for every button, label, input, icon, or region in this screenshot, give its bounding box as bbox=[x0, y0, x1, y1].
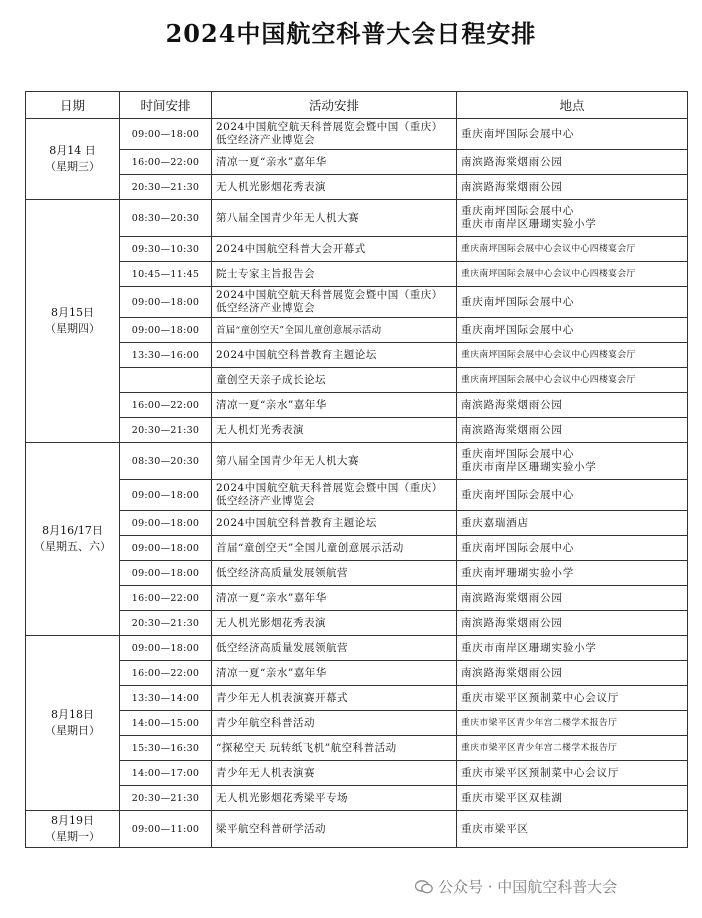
weekday-text: （星期五、六） bbox=[34, 540, 111, 553]
time-cell bbox=[120, 368, 212, 393]
activity-cell: 清凉一夏“亲水”嘉年华 bbox=[212, 150, 457, 175]
location-cell: 南滨路海棠烟雨公园 bbox=[457, 611, 688, 636]
location-cell: 南滨路海棠烟雨公园 bbox=[457, 150, 688, 175]
activity-cell: “探秘空天 玩转纸飞机”航空科普活动 bbox=[212, 736, 457, 761]
table-row bbox=[26, 736, 688, 761]
weekday-text: （星期三） bbox=[45, 160, 100, 173]
location-cell: 重庆南坪国际会展中心 bbox=[457, 480, 688, 511]
time-cell: 09:00—18:00 bbox=[120, 561, 212, 586]
activity-cell: 2024中国航空科普教育主题论坛 bbox=[212, 511, 457, 536]
location-cell: 重庆市梁平区 bbox=[457, 811, 688, 848]
time-cell: 08:30—20:30 bbox=[120, 443, 212, 480]
header-time: 时间安排 bbox=[120, 92, 212, 119]
table-row bbox=[26, 200, 688, 237]
location-cell: 重庆南坪国际会展中心 bbox=[457, 318, 688, 343]
location-cell: 重庆南坪珊瑚实验小学 bbox=[457, 561, 688, 586]
schedule-body bbox=[26, 119, 688, 848]
time-cell: 16:00—22:00 bbox=[120, 661, 212, 686]
activity-cell: 青少年航空科普活动 bbox=[212, 711, 457, 736]
location-cell: 重庆南坪国际会展中心 bbox=[457, 536, 688, 561]
table-row bbox=[26, 536, 688, 561]
location-cell: 重庆南坪国际会展中心会议中心四楼宴会厅 bbox=[457, 237, 688, 262]
activity-cell: 清凉一夏“亲水”嘉年华 bbox=[212, 661, 457, 686]
table-row bbox=[26, 443, 688, 480]
time-cell: 14:00—15:00 bbox=[120, 711, 212, 736]
weekday-text: （星期四） bbox=[45, 322, 100, 335]
date-text: 8月14 日 bbox=[49, 144, 96, 157]
activity-cell: 2024中国航空航天科普展览会暨中国（重庆）低空经济产业博览会 bbox=[212, 480, 457, 511]
time-cell: 09:30—10:30 bbox=[120, 237, 212, 262]
date-text: 8月15日 bbox=[51, 306, 94, 319]
location-cell: 南滨路海棠烟雨公园 bbox=[457, 393, 688, 418]
activity-cell: 首届“童创空天”全国儿童创意展示活动 bbox=[212, 318, 457, 343]
location-cell: 重庆南坪国际会展中心会议中心四楼宴会厅 bbox=[457, 368, 688, 393]
activity-cell: 梁平航空科普研学活动 bbox=[212, 811, 457, 848]
time-cell: 09:00—18:00 bbox=[120, 287, 212, 318]
time-cell: 14:00—17:00 bbox=[120, 761, 212, 786]
table-row bbox=[26, 418, 688, 443]
time-cell: 16:00—22:00 bbox=[120, 586, 212, 611]
date-text: 8月18日 bbox=[51, 708, 94, 721]
wechat-icon bbox=[415, 880, 433, 894]
time-cell: 20:30—21:30 bbox=[120, 175, 212, 200]
table-row bbox=[26, 175, 688, 200]
table-row bbox=[26, 318, 688, 343]
weekday-text: （星期日） bbox=[45, 724, 100, 737]
activity-cell: 第八届全国青少年无人机大赛 bbox=[212, 443, 457, 480]
date-cell bbox=[26, 811, 120, 848]
location-cell: 重庆市梁平区青少年宫二楼学术报告厅 bbox=[457, 711, 688, 736]
activity-cell: 2024中国航空航天科普展览会暨中国（重庆）低空经济产业博览会 bbox=[212, 119, 457, 150]
date-cell bbox=[26, 443, 120, 636]
time-cell: 10:45—11:45 bbox=[120, 262, 212, 287]
time-cell: 16:00—22:00 bbox=[120, 150, 212, 175]
activity-cell: 青少年无人机表演赛开幕式 bbox=[212, 686, 457, 711]
time-cell: 09:00—18:00 bbox=[120, 636, 212, 661]
table-row bbox=[26, 119, 688, 150]
location-cell: 重庆南坪国际会展中心 重庆市南岸区珊瑚实验小学 bbox=[457, 443, 688, 480]
activity-cell: 2024中国航空科普大会开幕式 bbox=[212, 237, 457, 262]
date-cell bbox=[26, 119, 120, 200]
location-cell: 重庆市梁平区青少年宫二楼学术报告厅 bbox=[457, 736, 688, 761]
table-row bbox=[26, 811, 688, 848]
table-row bbox=[26, 786, 688, 811]
table-row bbox=[26, 561, 688, 586]
time-cell: 09:00—18:00 bbox=[120, 119, 212, 150]
activity-cell: 无人机光影烟花秀表演 bbox=[212, 611, 457, 636]
date-text: 8月16/17日 bbox=[42, 524, 103, 537]
time-cell: 13:30—16:00 bbox=[120, 343, 212, 368]
header-location: 地点 bbox=[457, 92, 688, 119]
table-row bbox=[26, 480, 688, 511]
table-row bbox=[26, 343, 688, 368]
weekday-text: （星期一） bbox=[45, 830, 100, 843]
time-cell: 15:30—16:30 bbox=[120, 736, 212, 761]
watermark bbox=[415, 876, 617, 897]
table-row bbox=[26, 661, 688, 686]
location-cell: 重庆嘉瑞酒店 bbox=[457, 511, 688, 536]
table-row bbox=[26, 511, 688, 536]
header-date: 日期 bbox=[26, 92, 120, 119]
time-cell: 09:00—18:00 bbox=[120, 318, 212, 343]
table-row bbox=[26, 611, 688, 636]
activity-cell: 无人机光影烟花秀梁平专场 bbox=[212, 786, 457, 811]
activity-cell: 清凉一夏“亲水”嘉年华 bbox=[212, 393, 457, 418]
location-cell: 南滨路海棠烟雨公园 bbox=[457, 661, 688, 686]
time-cell: 20:30—21:30 bbox=[120, 786, 212, 811]
time-cell: 09:00—18:00 bbox=[120, 480, 212, 511]
time-cell: 08:30—20:30 bbox=[120, 200, 212, 237]
activity-cell: 无人机灯光秀表演 bbox=[212, 418, 457, 443]
table-row bbox=[26, 586, 688, 611]
table-row bbox=[26, 711, 688, 736]
table-row bbox=[26, 237, 688, 262]
location-cell: 南滨路海棠烟雨公园 bbox=[457, 586, 688, 611]
page-title: 2024中国航空科普大会日程安排 bbox=[165, 19, 537, 48]
date-cell bbox=[26, 636, 120, 811]
time-cell: 13:30—14:00 bbox=[120, 686, 212, 711]
date-cell bbox=[26, 200, 120, 443]
activity-cell: 青少年无人机表演赛 bbox=[212, 761, 457, 786]
location-cell: 南滨路海棠烟雨公园 bbox=[457, 418, 688, 443]
location-cell: 重庆市南岸区珊瑚实验小学 bbox=[457, 636, 688, 661]
location-cell: 重庆南坪国际会展中心会议中心四楼宴会厅 bbox=[457, 262, 688, 287]
table-row bbox=[26, 287, 688, 318]
table-row bbox=[26, 686, 688, 711]
activity-cell: 第八届全国青少年无人机大赛 bbox=[212, 200, 457, 237]
schedule-table bbox=[25, 91, 688, 848]
location-cell: 重庆市梁平区预制菜中心会议厅 bbox=[457, 686, 688, 711]
activity-cell: 2024中国航空科普教育主题论坛 bbox=[212, 343, 457, 368]
table-row bbox=[26, 393, 688, 418]
time-cell: 09:00—18:00 bbox=[120, 536, 212, 561]
activity-cell: 清凉一夏“亲水”嘉年华 bbox=[212, 586, 457, 611]
activity-cell: 无人机光影烟花秀表演 bbox=[212, 175, 457, 200]
time-cell: 20:30—21:30 bbox=[120, 418, 212, 443]
location-cell: 重庆市梁平区预制菜中心会议厅 bbox=[457, 761, 688, 786]
location-cell: 重庆南坪国际会展中心 bbox=[457, 287, 688, 318]
activity-cell: 童创空天亲子成长论坛 bbox=[212, 368, 457, 393]
table-row bbox=[26, 761, 688, 786]
location-cell: 重庆南坪国际会展中心 重庆市南岸区珊瑚实验小学 bbox=[457, 200, 688, 237]
activity-cell: 院士专家主旨报告会 bbox=[212, 262, 457, 287]
location-cell: 重庆南坪国际会展中心 bbox=[457, 119, 688, 150]
table-row bbox=[26, 150, 688, 175]
location-cell: 南滨路海棠烟雨公园 bbox=[457, 175, 688, 200]
table-row bbox=[26, 262, 688, 287]
table-row bbox=[26, 368, 688, 393]
activity-cell: 2024中国航空航天科普展览会暨中国（重庆）低空经济产业博览会 bbox=[212, 287, 457, 318]
time-cell: 20:30—21:30 bbox=[120, 611, 212, 636]
time-cell: 09:00—11:00 bbox=[120, 811, 212, 848]
date-text: 8月19日 bbox=[51, 814, 94, 827]
header-row bbox=[26, 92, 688, 119]
time-cell: 16:00—22:00 bbox=[120, 393, 212, 418]
watermark-text: 公众号 · 中国航空科普大会 bbox=[438, 878, 618, 896]
activity-cell: 低空经济高质量发展领航营 bbox=[212, 561, 457, 586]
location-cell: 重庆南坪国际会展中心会议中心四楼宴会厅 bbox=[457, 343, 688, 368]
header-activity: 活动安排 bbox=[212, 92, 457, 119]
activity-cell: 低空经济高质量发展领航营 bbox=[212, 636, 457, 661]
time-cell: 09:00—18:00 bbox=[120, 511, 212, 536]
location-cell: 重庆市梁平区双桂湖 bbox=[457, 786, 688, 811]
table-row bbox=[26, 636, 688, 661]
activity-cell: 首届“童创空天”全国儿童创意展示活动 bbox=[212, 536, 457, 561]
